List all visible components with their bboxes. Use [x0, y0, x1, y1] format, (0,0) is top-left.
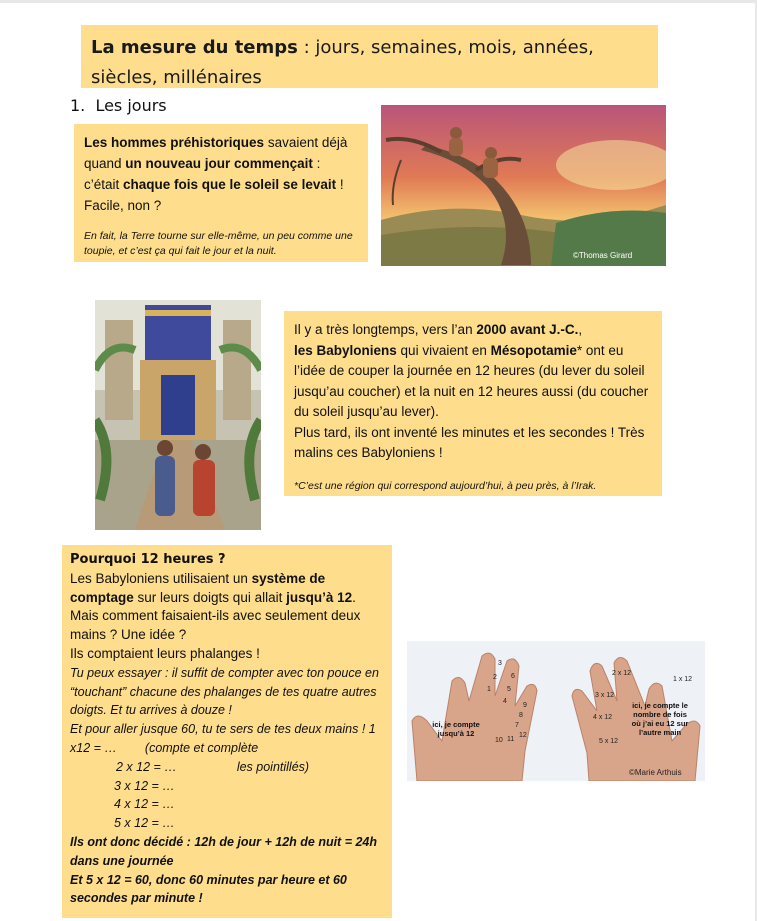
babylon-illustration [95, 300, 261, 530]
mult-line-5: 5 x 12 = … [114, 816, 175, 831]
section-number: 1. [70, 96, 86, 115]
two-hands-question: Mais comment faisaient-ils avec seulement deux mains ? Une idée ? [70, 608, 361, 643]
prehistoric-paragraph: Les hommes préhistoriques savaient déjà quand un nouveau jour commençait : c’était chaque fois que le soleil se levait ! Facile, non ? [84, 135, 348, 213]
counting-paragraph: Les Babyloniens utilisaient un système de comptage sur leurs doigts qui allait jusqu’à 12. [70, 570, 356, 605]
twelve-hours-question: Pourquoi 12 heures ? [70, 552, 226, 567]
babylonians-text-box [284, 311, 662, 496]
digit-12: 12 [519, 732, 527, 739]
digit-8: 8 [519, 712, 523, 719]
page-border-top [0, 0, 757, 3]
page-title [81, 25, 658, 88]
prehistoric-image-credit: ©Thomas Girard [573, 251, 633, 260]
title-bold: La mesure du temps [91, 37, 298, 58]
twelve-hours-text-box [62, 545, 392, 918]
digit-1: 1 [487, 686, 491, 693]
prehistoric-image [381, 105, 666, 266]
right-hand-label: ici, je compte le nombre de fois où j’ai eu 12 sur l’autre main [631, 701, 689, 737]
section-label: Les jours [95, 96, 167, 115]
mult-label-1: 1 x 12 [673, 676, 693, 683]
digit-10: 10 [495, 737, 503, 744]
hands-counting-image [407, 641, 705, 781]
mult-label-5: 5 x 12 [599, 738, 619, 745]
conclusion-minutes: Et 5 x 12 = 60, donc 60 minutes par heure et 60 secondes par minute ! [70, 872, 347, 906]
digit-2: 2 [493, 674, 497, 681]
prehistoric-illustration [381, 105, 666, 266]
section-heading [70, 96, 167, 115]
digit-3: 3 [498, 660, 502, 667]
mult-line-4: 4 x 12 = … [114, 797, 175, 812]
prehistoric-note: En fait, la Terre tourne sur elle-même, un peu comme une toupie, et c’est ça qui fait le jour et la nuit. [84, 230, 353, 257]
mult-line-3: 3 x 12 = … [114, 778, 175, 793]
prehistoric-text-box [74, 124, 368, 262]
hands-image-credit: ©Marie Arthuis [629, 768, 682, 777]
digit-6: 6 [511, 673, 515, 680]
mult-label-4: 4 x 12 [593, 714, 613, 721]
try-it-paragraph: Tu peux essayer : il suffit de compter avec ton pouce en “touchant” chacune des phalanges de tes quatre autres doigts. Et tu arrives à douze ! [70, 665, 379, 718]
babylon-image [95, 300, 261, 530]
mult-line-2: 2 x 12 = … les pointillés) [116, 759, 310, 774]
mult-label-2: 2 x 12 [612, 670, 632, 677]
digit-9: 9 [523, 702, 527, 709]
phalanges-line: Ils comptaient leurs phalanges ! [70, 645, 260, 661]
digit-5: 5 [507, 686, 511, 693]
digit-7: 7 [515, 722, 519, 729]
sixty-line: Et pour aller jusque 60, tu te sers de tes deux mains ! 1 x12 = … (compte et complète [70, 722, 376, 755]
left-hand-label: ici, je compte jusqu’à 12 [432, 720, 480, 738]
title-rest: : jours, semaines, mois, années, siècles, millénaires [91, 37, 594, 88]
digit-11: 11 [507, 736, 515, 743]
conclusion-hours: Ils ont donc décidé : 12h de jour + 12h de nuit = 24h dans une journée [70, 834, 378, 868]
mesopotamia-note: *C’est une région qui correspond aujourd’hui, à peu près, à l’Irak. [294, 479, 597, 492]
babylonians-paragraph: Il y a très longtemps, vers l’an 2000 avant J.-C., les Babyloniens qui vivaient en Mésopotamie* ont eu l’idée de couper la journée en 12 heures (du lever du soleil jusqu’au coucher) et la nuit en 12 heures aussi (du coucher du soleil jusqu’au lever). Plus tard, ils ont inventé les minutes et les secondes ! Très malins ces Babyloniens ! [294, 322, 649, 460]
mult-label-3: 3 x 12 [595, 692, 615, 699]
digit-4: 4 [503, 698, 507, 705]
